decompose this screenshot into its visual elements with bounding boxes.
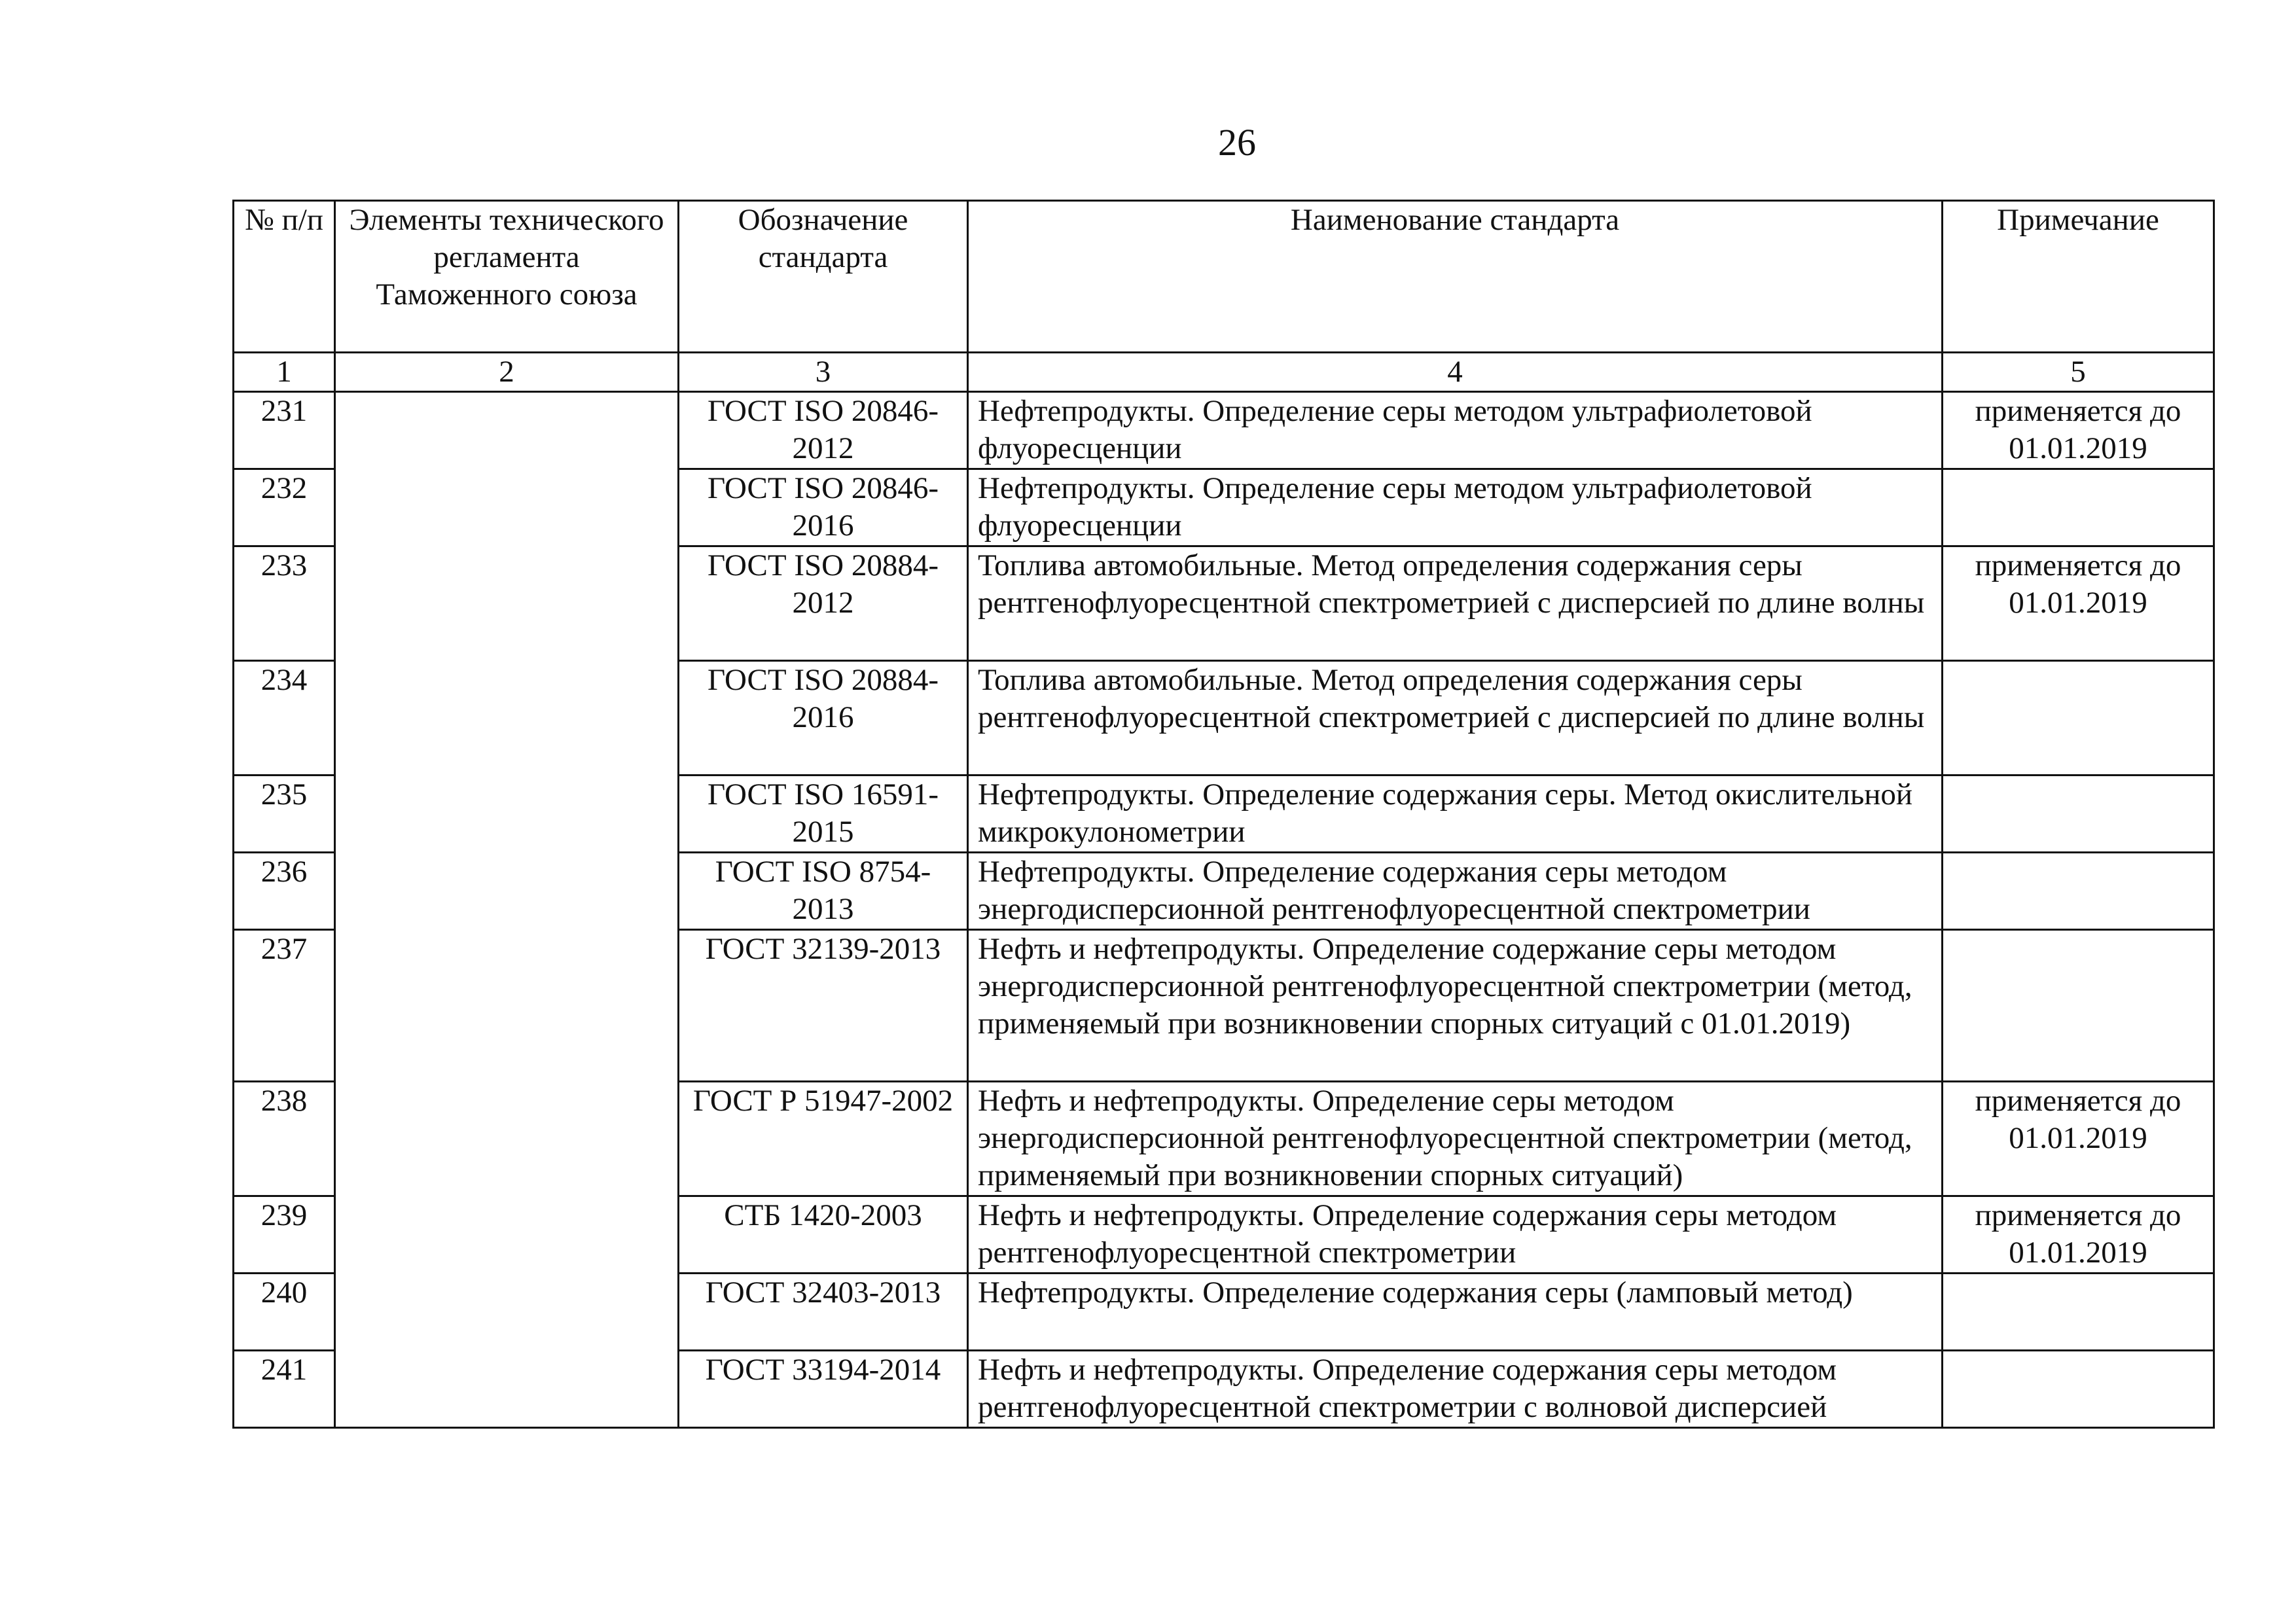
standard-name: Нефтепродукты. Определение серы методом ультрафиолетовой флуоресценции (968, 392, 1943, 469)
row-number: 233 (234, 546, 335, 661)
column-number: 3 (679, 353, 968, 392)
row-number: 238 (234, 1082, 335, 1196)
standard-note: применяется до 01.01.2019 (1943, 392, 2214, 469)
standard-name: Нефть и нефтепродукты. Определение серы методом энергодисперсионной рентгенофлуоресцентной спектрометрии (метод, применяемый при возникновении спорных ситуаций) (968, 1082, 1943, 1196)
elements-cell (335, 392, 679, 1428)
standard-name: Нефть и нефтепродукты. Определение содержание серы методом энергодисперсионной рентгенофлуоресцентной спектрометрии (метод, применяемый при возникновении спорных ситуаций с 01.01.2019) (968, 930, 1943, 1082)
standards-table (232, 200, 2215, 1429)
standard-designation: ГОСТ 33194-2014 (679, 1351, 968, 1428)
row-number: 232 (234, 469, 335, 546)
standard-name: Нефть и нефтепродукты. Определение содержания серы методом рентгенофлуоресцентной спектрометрии с волновой дисперсией (968, 1351, 1943, 1428)
row-number: 231 (234, 392, 335, 469)
standard-designation: ГОСТ ISO 20846-2012 (679, 392, 968, 469)
standard-note (1943, 1351, 2214, 1428)
column-numbers-row (234, 353, 2214, 392)
row-number: 240 (234, 1274, 335, 1351)
column-number: 5 (1943, 353, 2214, 392)
standard-note (1943, 930, 2214, 1082)
row-number: 241 (234, 1351, 335, 1428)
standard-note (1943, 469, 2214, 546)
standard-note (1943, 853, 2214, 930)
standard-note (1943, 1274, 2214, 1351)
row-number: 237 (234, 930, 335, 1082)
standard-designation: ГОСТ ISO 20846-2016 (679, 469, 968, 546)
standard-designation: ГОСТ ISO 16591-2015 (679, 776, 968, 853)
row-number: 235 (234, 776, 335, 853)
header-elements: Элементы технического регламента Таможенного союза (335, 201, 679, 353)
header-note: Примечание (1943, 201, 2214, 353)
standard-name: Нефтепродукты. Определение серы методом ультрафиолетовой флуоресценции (968, 469, 1943, 546)
standard-name: Топлива автомобильные. Метод определения содержания серы рентгенофлуоресцентной спектрометрией с дисперсией по длине волны (968, 661, 1943, 776)
standard-name: Нефтепродукты. Определение содержания серы (ламповый метод) (968, 1274, 1943, 1351)
standard-note (1943, 661, 2214, 776)
standard-note: применяется до 01.01.2019 (1943, 1196, 2214, 1274)
column-number: 1 (234, 353, 335, 392)
row-number: 234 (234, 661, 335, 776)
standard-designation: ГОСТ ISO 20884-2016 (679, 661, 968, 776)
standard-note (1943, 776, 2214, 853)
column-number: 2 (335, 353, 679, 392)
header-row (234, 201, 2214, 353)
standard-designation: ГОСТ ISO 20884-2012 (679, 546, 968, 661)
column-number: 4 (968, 353, 1943, 392)
header-number: № п/п (234, 201, 335, 353)
standard-designation: ГОСТ ISO 8754-2013 (679, 853, 968, 930)
standard-designation: ГОСТ Р 51947-2002 (679, 1082, 968, 1196)
standard-name: Топлива автомобильные. Метод определения содержания серы рентгенофлуоресцентной спектрометрией с дисперсией по длине волны (968, 546, 1943, 661)
table-row (234, 392, 2214, 469)
standard-designation: ГОСТ 32403-2013 (679, 1274, 968, 1351)
standard-name: Нефть и нефтепродукты. Определение содержания серы методом рентгенофлуоресцентной спектрометрии (968, 1196, 1943, 1274)
header-designation: Обозначение стандарта (679, 201, 968, 353)
header-standard-name: Наименование стандарта (968, 201, 1943, 353)
standard-name: Нефтепродукты. Определение содержания серы. Метод окислительной микрокулонометрии (968, 776, 1943, 853)
standard-designation: ГОСТ 32139-2013 (679, 930, 968, 1082)
standard-note: применяется до 01.01.2019 (1943, 1082, 2214, 1196)
row-number: 239 (234, 1196, 335, 1274)
standard-designation: СТБ 1420-2003 (679, 1196, 968, 1274)
page-number: 26 (1218, 121, 1256, 164)
row-number: 236 (234, 853, 335, 930)
standard-note: применяется до 01.01.2019 (1943, 546, 2214, 661)
standard-name: Нефтепродукты. Определение содержания серы методом энергодисперсионной рентгенофлуоресцентной спектрометрии (968, 853, 1943, 930)
